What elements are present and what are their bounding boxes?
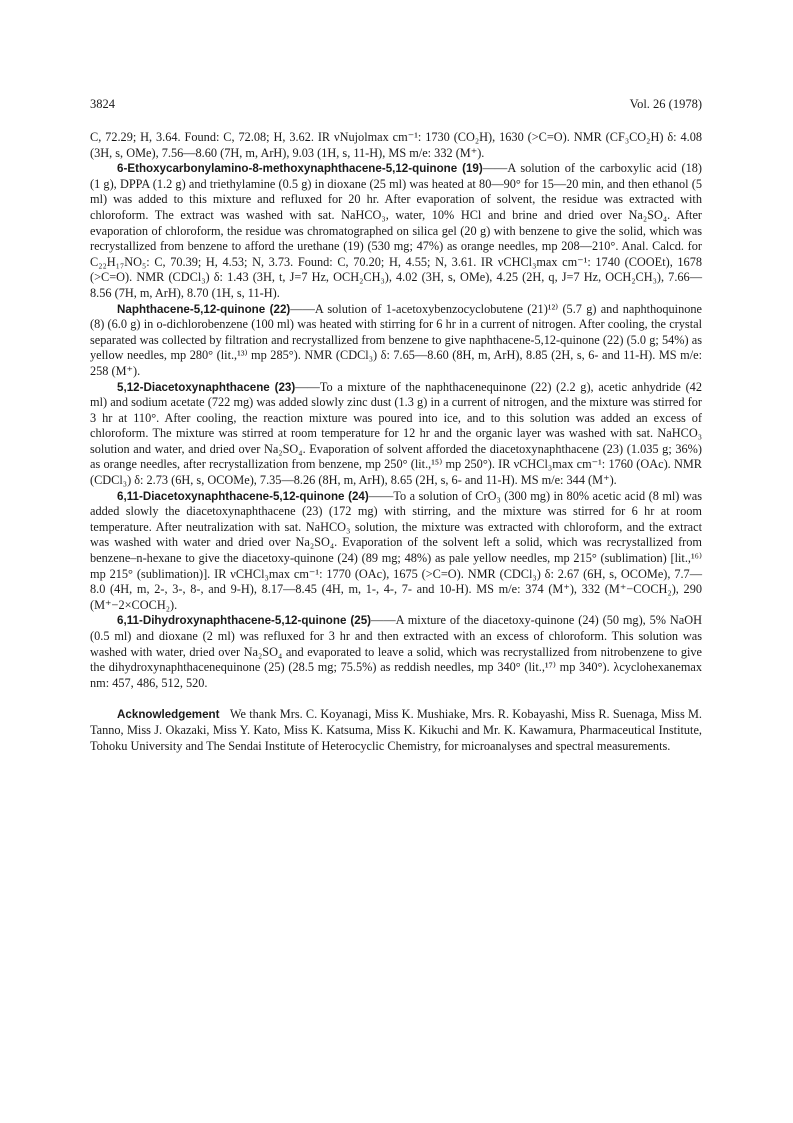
compound-heading: 6,11-Dihydroxynaphthacene-5,12-quinone (25) <box>117 614 372 628</box>
paragraph-text: ——To a solution of CrO₃ (300 mg) in 80% acetic acid (8 ml) was added slowly the diacetoxynaphthacene (23) (172 mg) with stirring, and the mixture was stirred for 6 hr at room temperature. After neutralization with sat. NaHCO₃ solution, the mixture was extracted with chloroform, and the extract was washed with water and dried over Na₂SO₄. Evaporation of the solvent left a solid, which was recrystallized from benzene–n-hexane to give the diacetoxy-quinone (24) (89 mg; 48%) as pale yellow needles, mp 215° (sublimation) [lit.,¹⁶⁾ mp 215° (sublimation)]. IR νCHCl₃max cm⁻¹: 1770 (OAc), 1675 (>C=O). NMR (CDCl₃) δ: 2.67 (6H, s, OCOMe), 7.7—8.0 (4H, m, 2-, 3-, 8-, and 9-H), 8.17—8.45 (4H, m, 1-, 4-, 7- and 10-H). MS m/e: 374 (M⁺), 332 (M⁺−COCH₂), 290 (M⁺−2×COCH₂). <box>90 488 702 612</box>
article-body <box>90 130 702 754</box>
paragraph-compound-25 <box>90 613 702 691</box>
compound-heading: 6-Ethoxycarbonylamino-8-methoxynaphthacene-5,12-quinone (19) <box>117 162 483 176</box>
paragraph-compound-23 <box>90 380 702 489</box>
paragraph-text: ——To a mixture of the naphthacenequinone (22) (2.2 g), acetic anhydride (42 ml) and sodium acetate (722 mg) was added slowly zinc dust (1.3 g) in a current of nitrogen, and the mixture was stirred for 3 hr at 110°. After cooling, the reaction mixture was poured into ice, and to this solution was added an excess of chloroform. The mixture was stirred at room temperature for 12 hr and the organic layer was washed with sat. NaHCO₃ solution and water, and dried over Na₂SO₄. Evaporation of solvent afforded the diacetoxynaphthacene (23) (1.035 g; 36%) as orange needles, after recrystallization from benzene, mp 250° (lit.,¹⁵⁾ mp 250°). IR νCHCl₃max cm⁻¹: 1760 (OAc). NMR (CDCl₃) δ: 2.73 (6H, s, OCOMe), 7.35—8.26 (8H, m, ArH), 8.65 (2H, s, 6- and 11-H). MS m/e: 344 (M⁺). <box>90 379 702 488</box>
acknowledgement-text: We thank Mrs. C. Koyanagi, Miss K. Mushiake, Mrs. R. Kobayashi, Miss R. Suenaga, Miss M. Tanno, Miss J. Okazaki, Miss Y. Kato, Miss K. Katsuma, Miss K. Kikuchi and Mr. K. Kawamura, Pharmaceutical Institute, Tohoku University and The Sendai Institute of Heterocyclic Chemistry, for microanalyses and spectral measurements. <box>90 707 702 753</box>
paragraph-text: ——A solution of the carboxylic acid (18) (1 g), DPPA (1.2 g) and triethylamine (0.5 g) in dioxane (25 ml) was heated at 80—90° for 15—20 min, and then ethanol (5 ml) was added to this mixture and refluxed for 20 hr. After evaporation of solvent, the residue was extracted with chloroform. The extract was washed with sat. NaHCO₃, water, 10% HCl and brine and dried over Na₂SO₄. After evaporation of chloroform, the residue was chromatographed on silica gel (20 g) with benzene to give the solid, which was recrystallized from benzene to afford the urethane (19) (530 mg; 47%) as orange needles, mp 208—210°. Anal. Calcd. for C₂₂H₁₇NO₅: C, 70.39; H, 4.53; N, 3.73. Found: C, 70.20; H, 4.55; N, 3.61. IR νCHCl₃max cm⁻¹: 1740 (COOEt), 1678 (>C=O). NMR (CDCl₃) δ: 1.43 (3H, t, J=7 Hz, OCH₂CH₃), 4.02 (3H, s, OMe), 4.25 (2H, q, J=7 Hz, OCH₂CH₃), 7.66—8.56 (7H, m, ArH), 8.70 (1H, s, 11-H). <box>90 161 702 300</box>
paragraph-compound-19 <box>90 161 702 301</box>
acknowledgement-heading: Acknowledgement <box>117 708 220 722</box>
paragraph-elemental-analysis <box>90 130 702 161</box>
compound-heading: Naphthacene-5,12-quinone (22) <box>117 302 291 316</box>
paragraph-text: ——A mixture of the diacetoxy-quinone (24) (50 mg), 5% NaOH (0.5 ml) and dioxane (2 ml) was refluxed for 3 hr and then extracted with an excess of chloroform. This solution was washed with water, dried over Na₂SO₄ and evaporated to leave a solid, which was recrystallized from nitrobenzene to give the dihydroxynaphthacenequinone (25) (28.5 mg; 75.5%) as reddish needles, mp 340° (lit.,¹⁷⁾ mp 340°). λcyclohexanemax nm: 457, 486, 512, 520. <box>90 613 702 690</box>
volume-info: Vol. 26 (1978) <box>629 97 702 111</box>
compound-heading: 5,12-Diacetoxynaphthacene (23) <box>117 380 296 394</box>
paragraph-text: ——A solution of 1-acetoxybenzocyclobutene (21)¹²⁾ (5.7 g) and naphthoquinone (8) (6.0 g) in o-dichlorobenzene (100 ml) was heated with stirring for 6 hr in a current of nitrogen. After cooling, the crystal separated was collected by filtration and recrystallized from benzene to give naphthacene-5,12-quinone (22) (5.0 g; 54%) as yellow needles, mp 280° (lit.,¹³⁾ mp 285°). NMR (CDCl₃) δ: 7.65—8.60 (8H, m, ArH), 8.85 (2H, s, 6- and 11-H). MS m/e: 258 (M⁺). <box>90 301 702 378</box>
acknowledgement-section <box>90 707 702 754</box>
paragraph-text: C, 72.29; H, 3.64. Found: C, 72.08; H, 3.62. IR νNujolmax cm⁻¹: 1730 (CO₂H), 1630 (>C=O). NMR (CF₃CO₂H) δ: 4.08 (3H, s, OMe), 7.56—8.60 (7H, m, ArH), 9.03 (1H, s, 11-H), MS m/e: 332 (M⁺). <box>90 130 702 160</box>
page-number: 3824 <box>90 97 115 111</box>
page-header <box>90 97 702 113</box>
compound-heading: 6,11-Diacetoxynaphthacene-5,12-quinone (24) <box>117 489 369 503</box>
paragraph-compound-22 <box>90 302 702 380</box>
paragraph-compound-24 <box>90 489 702 614</box>
